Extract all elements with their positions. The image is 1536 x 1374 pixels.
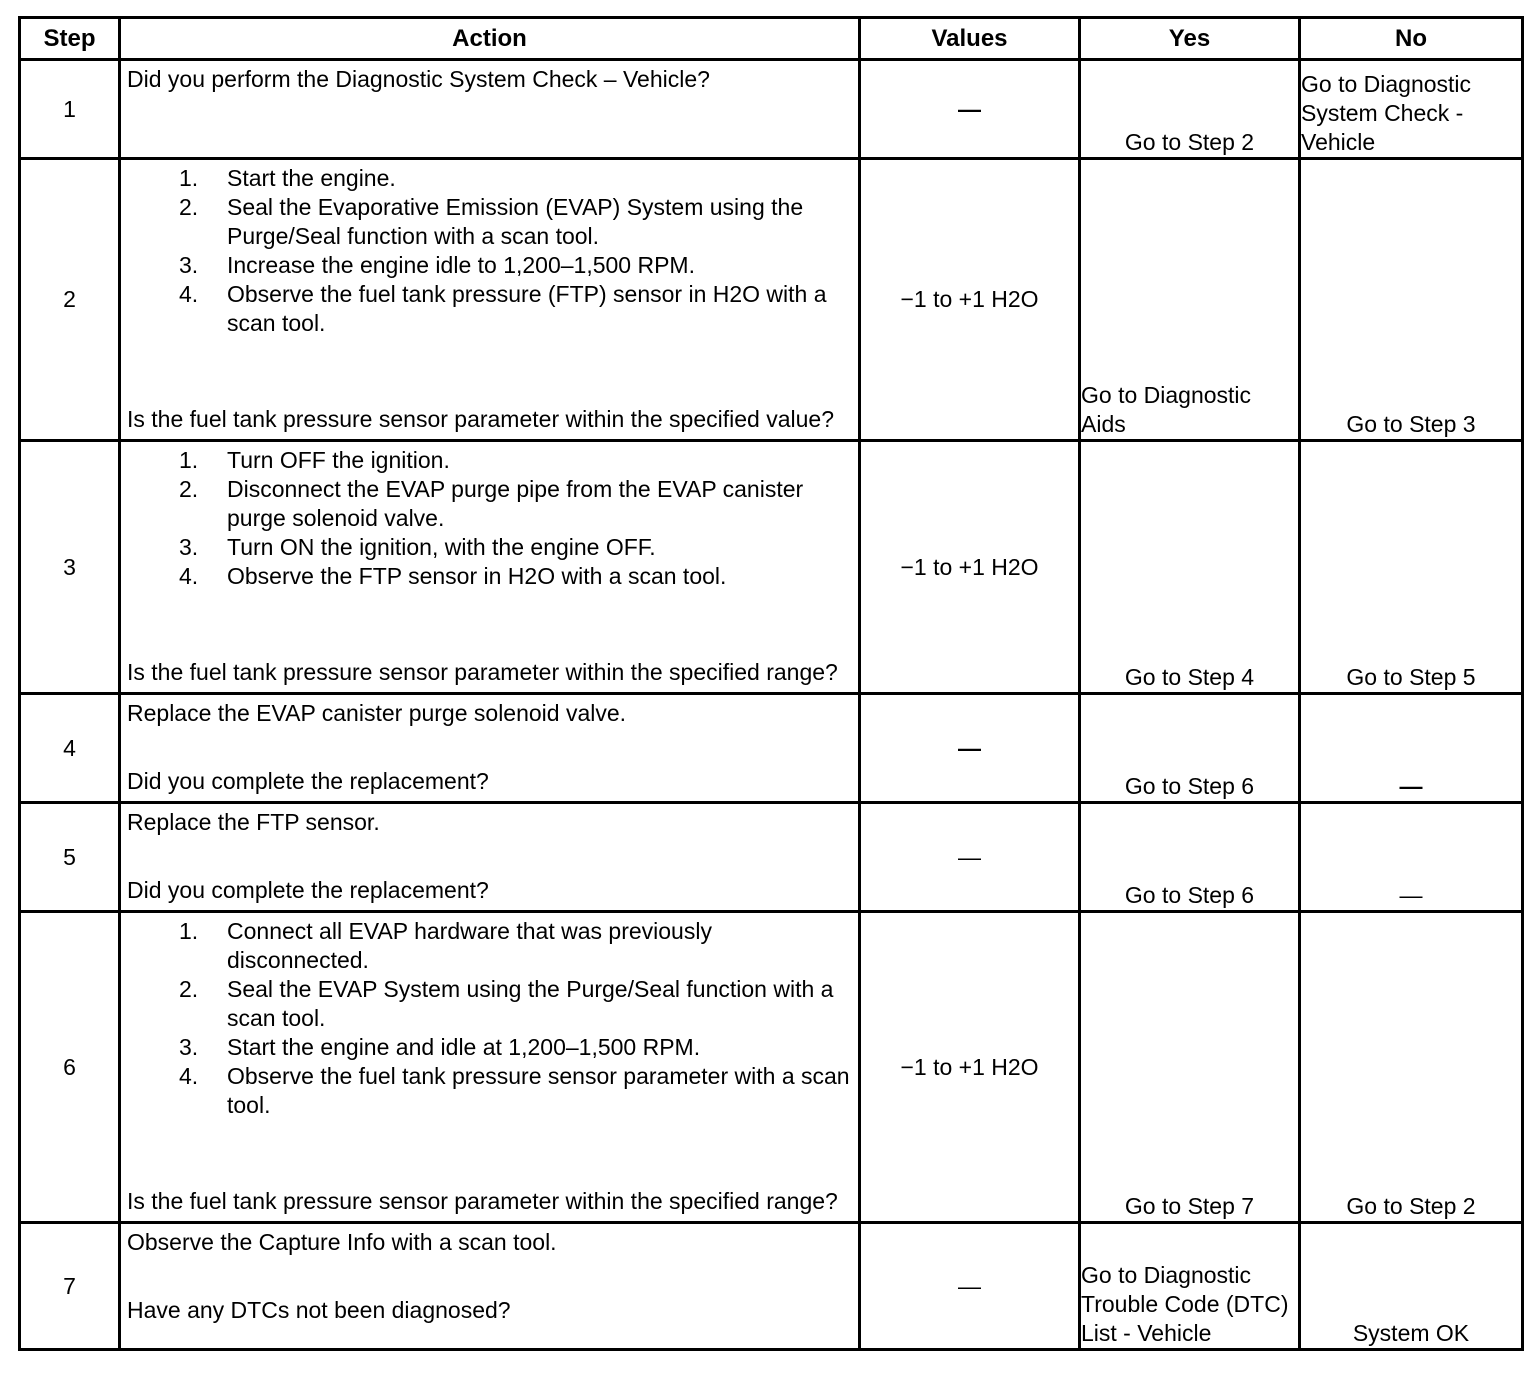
table-row xyxy=(20,60,1523,159)
header-yes: Yes xyxy=(1080,18,1300,60)
no-cell: — xyxy=(1300,803,1523,912)
value-cell: −1 to +1 H2O xyxy=(860,441,1080,694)
action-cell xyxy=(120,912,860,1223)
action-step: 4. Observe the FTP sensor in H2O with a scan tool. xyxy=(179,563,727,589)
action-question: Is the fuel tank pressure sensor parameter within the specified range? xyxy=(127,1188,838,1214)
action-step: 3. Increase the engine idle to 1,200–1,500 RPM. xyxy=(179,252,695,278)
action-intro: Observe the Capture Info with a scan tool. xyxy=(127,1229,557,1255)
action-intro: Replace the FTP sensor. xyxy=(127,809,380,835)
step-number: 7 xyxy=(20,1223,120,1350)
yes-cell: Go to Step 4 xyxy=(1080,441,1300,694)
table-row xyxy=(20,912,1523,1223)
yes-cell: Go to Step 6 xyxy=(1080,803,1300,912)
table-row xyxy=(20,441,1523,694)
action-step: 4. Observe the fuel tank pressure sensor parameter with a scan tool. xyxy=(179,1063,850,1118)
action-step: 2. Seal the Evaporative Emission (EVAP) System using the Purge/Seal function with a scan tool. xyxy=(179,194,804,249)
step-number: 4 xyxy=(20,694,120,803)
value-cell: — xyxy=(860,1223,1080,1350)
step-number: 5 xyxy=(20,803,120,912)
step-number: 1 xyxy=(20,60,120,159)
header-action: Action xyxy=(120,18,860,60)
action-question: Did you complete the replacement? xyxy=(127,768,489,794)
action-step: 3. Turn ON the ignition, with the engine OFF. xyxy=(179,534,656,560)
yes-cell: Go to Step 6 xyxy=(1080,694,1300,803)
action-cell xyxy=(120,60,860,159)
action-question: Have any DTCs not been diagnosed? xyxy=(127,1297,511,1323)
no-cell: Go to Step 5 xyxy=(1300,441,1523,694)
action-question: Did you complete the replacement? xyxy=(127,877,489,903)
yes-cell: Go to Step 7 xyxy=(1080,912,1300,1223)
action-intro: Did you perform the Diagnostic System Check – Vehicle? xyxy=(127,66,710,92)
diagnostic-table xyxy=(18,16,1524,1351)
action-step: 1. Start the engine. xyxy=(179,165,396,191)
action-cell xyxy=(120,1223,860,1350)
action-cell xyxy=(120,694,860,803)
action-intro: Replace the EVAP canister purge solenoid valve. xyxy=(127,700,627,726)
value-cell: — xyxy=(860,60,1080,159)
step-number: 2 xyxy=(20,159,120,441)
table-row xyxy=(20,159,1523,441)
step-number: 6 xyxy=(20,912,120,1223)
yes-cell: Go to Diagnostic Aids xyxy=(1080,159,1300,441)
action-cell xyxy=(120,159,860,441)
value-cell: −1 to +1 H2O xyxy=(860,159,1080,441)
action-step: 1. Turn OFF the ignition. xyxy=(179,447,450,473)
action-step: 2. Disconnect the EVAP purge pipe from the EVAP canister purge solenoid valve. xyxy=(179,476,804,531)
header-step: Step xyxy=(20,18,120,60)
step-number: 3 xyxy=(20,441,120,694)
no-cell: Go to Diagnostic System Check - Vehicle xyxy=(1300,60,1523,159)
table-row xyxy=(20,1223,1523,1350)
action-steps xyxy=(127,446,852,591)
action-step: 3. Start the engine and idle at 1,200–1,500 RPM. xyxy=(179,1034,701,1060)
action-cell xyxy=(120,803,860,912)
action-steps xyxy=(127,917,852,1120)
yes-cell: Go to Diagnostic Trouble Code (DTC) List - Vehicle xyxy=(1080,1223,1300,1350)
header-row xyxy=(20,18,1523,60)
value-cell: — xyxy=(860,694,1080,803)
no-cell: Go to Step 3 xyxy=(1300,159,1523,441)
header-no: No xyxy=(1300,18,1523,60)
header-values: Values xyxy=(860,18,1080,60)
no-cell: Go to Step 2 xyxy=(1300,912,1523,1223)
action-cell xyxy=(120,441,860,694)
action-steps xyxy=(127,164,852,338)
value-cell: — xyxy=(860,803,1080,912)
action-step: 2. Seal the EVAP System using the Purge/Seal function with a scan tool. xyxy=(179,976,834,1031)
action-question: Is the fuel tank pressure sensor parameter within the specified range? xyxy=(127,659,838,685)
yes-cell: Go to Step 2 xyxy=(1080,60,1300,159)
table-row xyxy=(20,803,1523,912)
table-row xyxy=(20,694,1523,803)
value-cell: −1 to +1 H2O xyxy=(860,912,1080,1223)
no-cell: System OK xyxy=(1300,1223,1523,1350)
no-cell: — xyxy=(1300,694,1523,803)
action-question: Is the fuel tank pressure sensor parameter within the specified value? xyxy=(127,406,834,432)
action-step: 4. Observe the fuel tank pressure (FTP) sensor in H2O with a scan tool. xyxy=(179,281,827,336)
action-step: 1. Connect all EVAP hardware that was previously disconnected. xyxy=(179,918,712,973)
